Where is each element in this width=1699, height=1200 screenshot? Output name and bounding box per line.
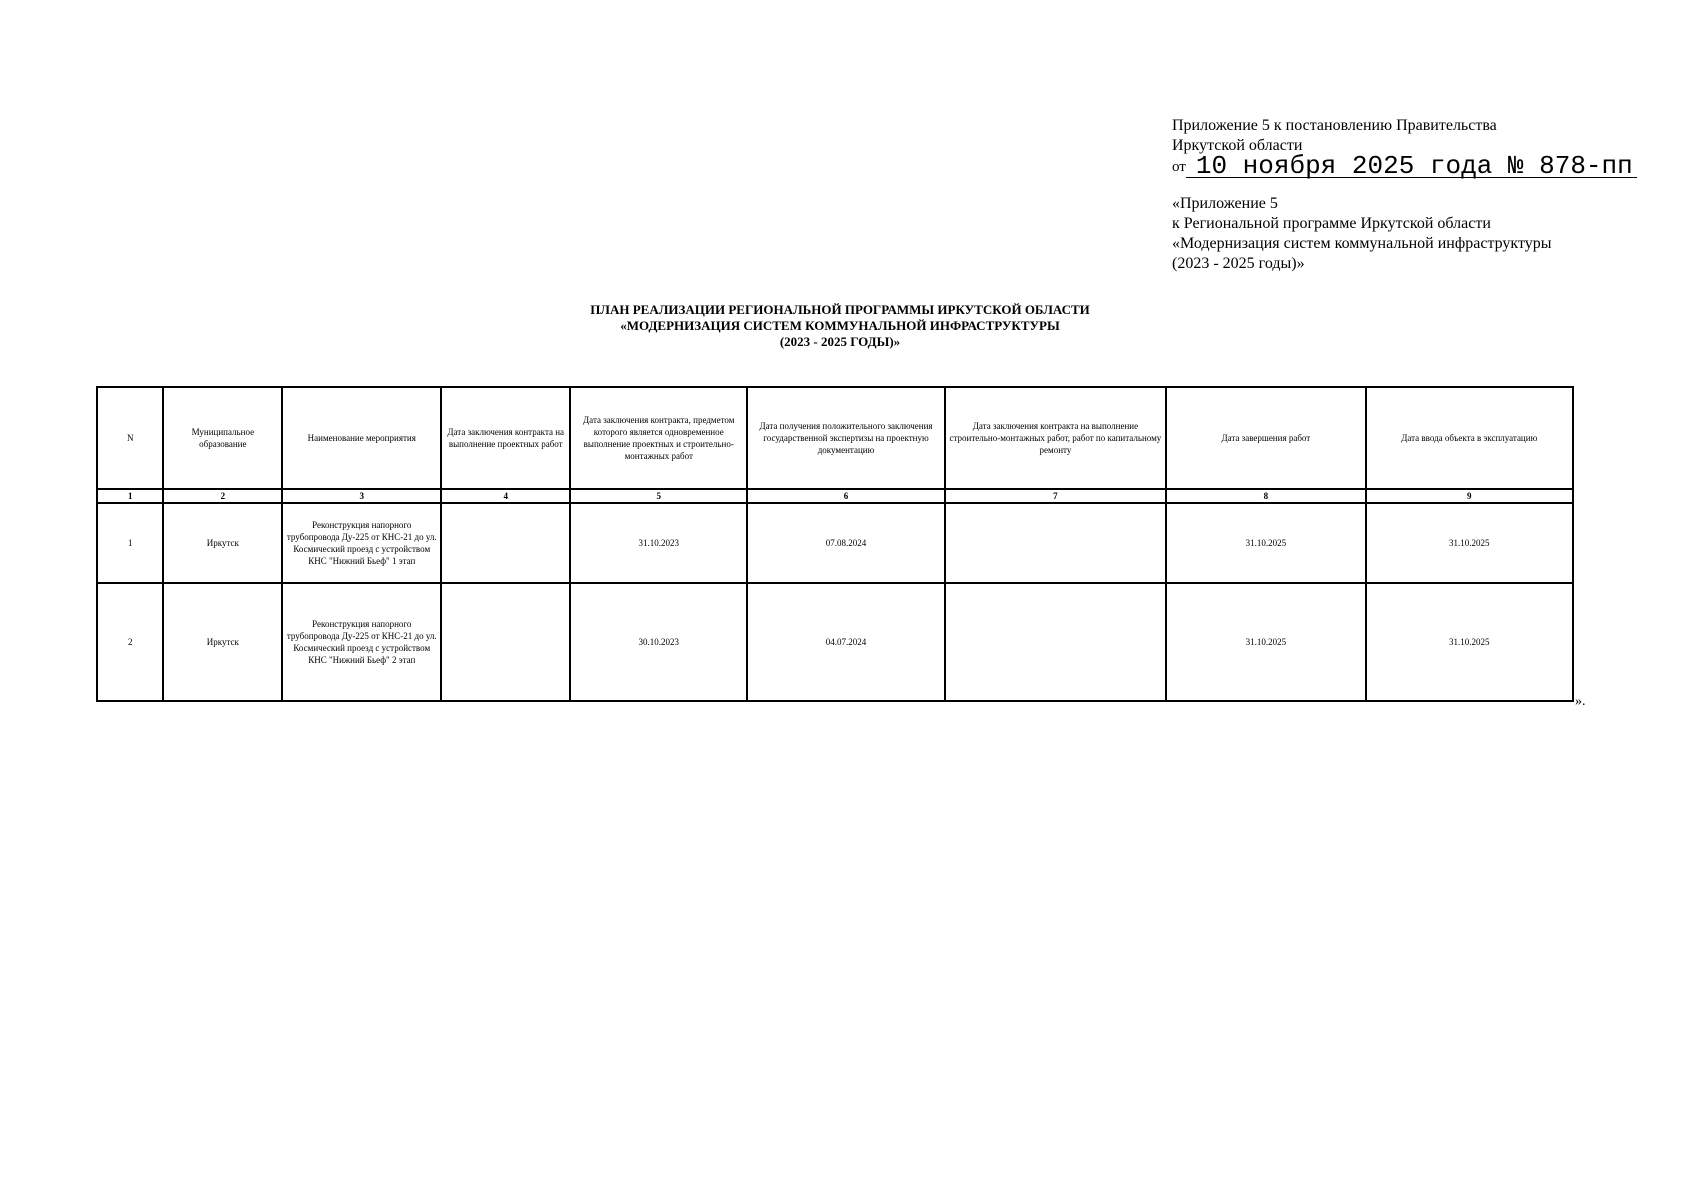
cell-completion-date: 31.10.2025: [1166, 583, 1365, 701]
cell-combined-contract-date: 30.10.2023: [570, 583, 747, 701]
cell-construction-contract-date: [945, 503, 1167, 583]
program-ref-line-1: «Приложение 5: [1172, 195, 1278, 212]
appendix-line-1: Приложение 5 к постановлению Правительства: [1172, 117, 1497, 134]
column-number: 1: [97, 489, 163, 503]
handwritten-date-number: 10 ноября 2025 года № 878-пп: [1195, 151, 1633, 181]
resolution-date-line: [1172, 151, 1633, 181]
program-ref-line-4: (2023 - 2025 годы)»: [1172, 255, 1305, 272]
cell-expertise-date: 04.07.2024: [747, 583, 944, 701]
column-number: 8: [1166, 489, 1365, 503]
ot-label: от: [1172, 159, 1186, 175]
cell-n: 1: [97, 503, 163, 583]
cell-expertise-date: 07.08.2024: [747, 503, 944, 583]
title-line-3: (2023 - 2025 ГОДЫ)»: [779, 334, 901, 349]
column-number: 6: [747, 489, 944, 503]
cell-commissioning-date: 31.10.2025: [1366, 583, 1573, 701]
program-reference: [1172, 194, 1672, 274]
implementation-plan-table: [96, 386, 1574, 702]
header-event-name: Наименование мероприятия: [282, 387, 441, 489]
header-commissioning-date: Дата ввода объекта в эксплуатацию: [1366, 387, 1573, 489]
header-design-contract-date: Дата заключения контракта на выполнение проектных работ: [441, 387, 570, 489]
column-number: 9: [1366, 489, 1573, 503]
header-combined-contract-date: Дата заключения контракта, предметом которого является одновременное выполнение проектных и строительно-монтажных работ: [570, 387, 747, 489]
column-number: 7: [945, 489, 1167, 503]
column-number: 2: [163, 489, 282, 503]
cell-commissioning-date: 31.10.2025: [1366, 503, 1573, 583]
program-ref-line-2: к Региональной программе Иркутской области: [1172, 215, 1491, 232]
header-municipality: Муниципальное образование: [163, 387, 282, 489]
header-n: N: [97, 387, 163, 489]
header-row: [97, 387, 1573, 489]
cell-event-name: Реконструкция напорного трубопровода Ду-225 от КНС-21 до ул. Космический проезд с устройством КНС "Нижний Бьеф" 1 этап: [282, 503, 441, 583]
header-construction-contract-date: Дата заключения контракта на выполнение строительно-монтажных работ, работ по капитальному ремонту: [945, 387, 1167, 489]
column-number-row: [97, 489, 1573, 503]
appendix-reference: [1172, 116, 1633, 181]
cell-construction-contract-date: [945, 583, 1167, 701]
closing-quote-mark: ».: [1575, 694, 1586, 709]
table-row: [97, 583, 1573, 701]
title-line-2: «МОДЕРНИЗАЦИЯ СИСТЕМ КОММУНАЛЬНОЙ ИНФРАСТРУКТУРЫ: [620, 318, 1060, 333]
column-number: 3: [282, 489, 441, 503]
header-completion-date: Дата завершения работ: [1166, 387, 1365, 489]
table-row: [97, 503, 1573, 583]
appendix-line-2: Иркутской области: [1172, 137, 1303, 154]
header-expertise-date: Дата получения положительного заключения государственной экспертизы на проектную документацию: [747, 387, 944, 489]
cell-design-contract-date: [441, 583, 570, 701]
cell-municipality: Иркутск: [163, 503, 282, 583]
cell-n: 2: [97, 583, 163, 701]
title-line-1: ПЛАН РЕАЛИЗАЦИИ РЕГИОНАЛЬНОЙ ПРОГРАММЫ ИРКУТСКОЙ ОБЛАСТИ: [590, 302, 1090, 317]
column-number: 4: [441, 489, 570, 503]
cell-completion-date: 31.10.2025: [1166, 503, 1365, 583]
cell-combined-contract-date: 31.10.2023: [570, 503, 747, 583]
cell-design-contract-date: [441, 503, 570, 583]
cell-municipality: Иркутск: [163, 583, 282, 701]
cell-event-name: Реконструкция напорного трубопровода Ду-225 от КНС-21 до ул. Космический проезд с устройством КНС "Нижний Бьеф" 2 этап: [282, 583, 441, 701]
column-number: 5: [570, 489, 747, 503]
page-title: [420, 302, 1260, 350]
program-ref-line-3: «Модернизация систем коммунальной инфраструктуры: [1172, 235, 1552, 252]
